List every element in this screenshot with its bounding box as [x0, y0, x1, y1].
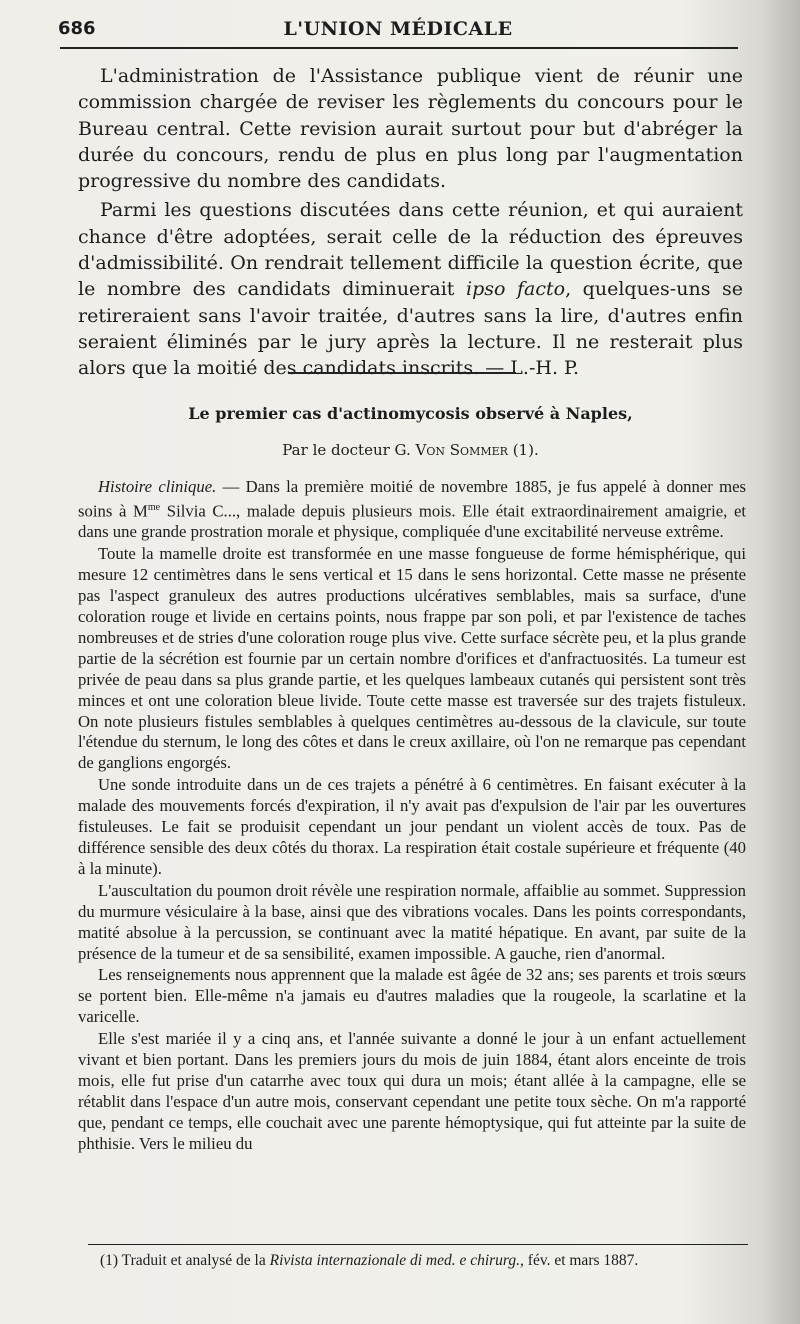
intro-paragraph-1: L'administration de l'Assistance publique vient de réunir une commission chargée de reviser les règlements du concours pour le Bureau central. Cette revision aurait surtout pour but d'abréger la durée du concours, rendu de plus en plus long par l'augmentation progressive du nombre des candidats. [78, 65, 743, 193]
footnote [100, 1252, 760, 1270]
byline-author: Von Sommer [415, 441, 508, 459]
header-rule [60, 47, 738, 49]
article-byline [78, 441, 743, 459]
footnote-journal: Rivista internazionale di med. e chirurg. [269, 1252, 521, 1269]
article-paragraph-6: Elle s'est mariée il y a cinq ans, et l'année suivante a donné le jour à un enfant actuellement vivant et bien portant. Dans les premiers jours du mois de juin 1884, étant alors enceinte de trois mois, elle fut prise d'un catarrhe avec toux qui dura un mois; étant allée à la campagne, elle se rétablit dans l'espace d'un autre mois, conservant cependant une petite toux sèche. On m'a rapporté que, pendant ce temps, elle couchait avec une parente hémoptysique, qui fut atteinte par la suite de phthisie. Vers le milieu du [78, 1029, 746, 1153]
article-paragraph-3: Une sonde introduite dans un de ces trajets a pénétré à 6 centimètres. En faisant exécuter à la malade des mouvements forcés d'expiration, il n'y avait pas d'expulsion de l'air par les ouvertures fistuleuses. Le fait se produisit cependant un jour pendant un violent accès de toux. Pas de différence sensible des deux côtés du thorax. La respiration était costale supérieure et fréquente (40 à la minute). [78, 775, 746, 878]
running-header [58, 14, 738, 42]
article-paragraph-4: L'auscultation du poumon droit révèle une respiration normale, affaiblie au sommet. Suppression du murmure vésiculaire à la base, ainsi que des vibrations vocales. Dans les points correspondants, matité absolue à la percussion, se continuant avec la matité hépatique. En avant, par suite de la présence de la tumeur et de sa sensibilité, examen impossible. A gauche, rien d'anormal. [78, 880, 746, 963]
section-separator [288, 372, 516, 374]
byline-prefix: Par le docteur G. [282, 441, 416, 459]
byline-suffix: (1). [507, 441, 539, 459]
article-body [78, 477, 746, 1155]
article-paragraph-2: Toute la mamelle droite est transformée en une masse fongueuse de forme hémisphérique, qui mesure 12 centimètres dans le sens vertical et 15 dans le sens horizontal. Cette masse ne présente pas l'aspect granuleux des autres productions ulcératives semblables, mais sa surface, d'une coloration rouge et livide en certains points, nous frappe par son poli, et par l'existence de taches nombreuses et de stries d'une coloration rouge plus vive. Cette surface sécrète peu, et la plus grande partie de la sécrétion est fournie par un certain nombre d'orifices et d'anfractuosités. La tumeur est privée de peau dans sa plus grande partie, et les quelques lambeaux cutanés qui persistent sont très minces et ont une coloration bleue livide. Toute cette masse est traversée sur des trajets fistuleux. On note plusieurs fistules semblables à quelques centimètres au-dessous de la clavicule, sur toute l'étendue du sternum, le long des côtes et dans le creux axillaire, où l'on ne remarque pas cependant de ganglions engorgés. [78, 544, 746, 773]
intro-p2-italic: ipso facto [466, 278, 566, 301]
article-paragraph-5: Les renseignements nous apprennent que la malade est âgée de 32 ans; ses parents et trois sœurs se portent bien. Elle-même n'a jamais eu d'autres maladies que la rougeole, la scarlatine et la varicelle. [78, 965, 746, 1027]
article-title: Le premier cas d'actinomycosis observé à Naples, [188, 404, 633, 423]
article-p1-text-a: — Dans la première moitié de novembre 1885, je fus appelé à donner mes soins à M [78, 477, 747, 521]
intro-p2-text-b: , quelques-uns se retireraient sans l'avoir traitée, d'autres sans la lire, d'autres enfin seraient éliminés par le jury après la lecture. Il ne resterait plus alors que la moitié des candidats inscrits. — L.-H. P. [78, 278, 744, 380]
footnote-rule [88, 1244, 748, 1245]
intro-section [78, 63, 743, 382]
article-p1-text-b: Silvia C..., malade depuis plusieurs mois. Elle était extraordinairement amaigrie, et dans une grande prostration morale et physique, compliquée d'une excitabilité nerveuse extrême. [78, 501, 746, 542]
article-p1-sup: me [147, 501, 161, 513]
intro-p2-text-a: Parmi les questions discutées dans cette réunion, et qui auraient chance d'être adoptées, serait celle de la réduction des épreuves d'admissibilité. On rendrait tellement difficile la question écrite, que le nombre des candidats diminuerait [78, 199, 743, 301]
article-paragraph-1 [78, 477, 746, 543]
footnote-text-b: , fév. et mars 1887. [520, 1252, 639, 1269]
intro-paragraph-2 [78, 197, 743, 381]
page-number: 686 [58, 18, 96, 39]
section-label: Histoire clinique. [98, 477, 217, 496]
journal-title: L'UNION MÉDICALE [283, 18, 513, 40]
footnote-text-a: (1) Traduit et analysé de la [100, 1252, 270, 1269]
